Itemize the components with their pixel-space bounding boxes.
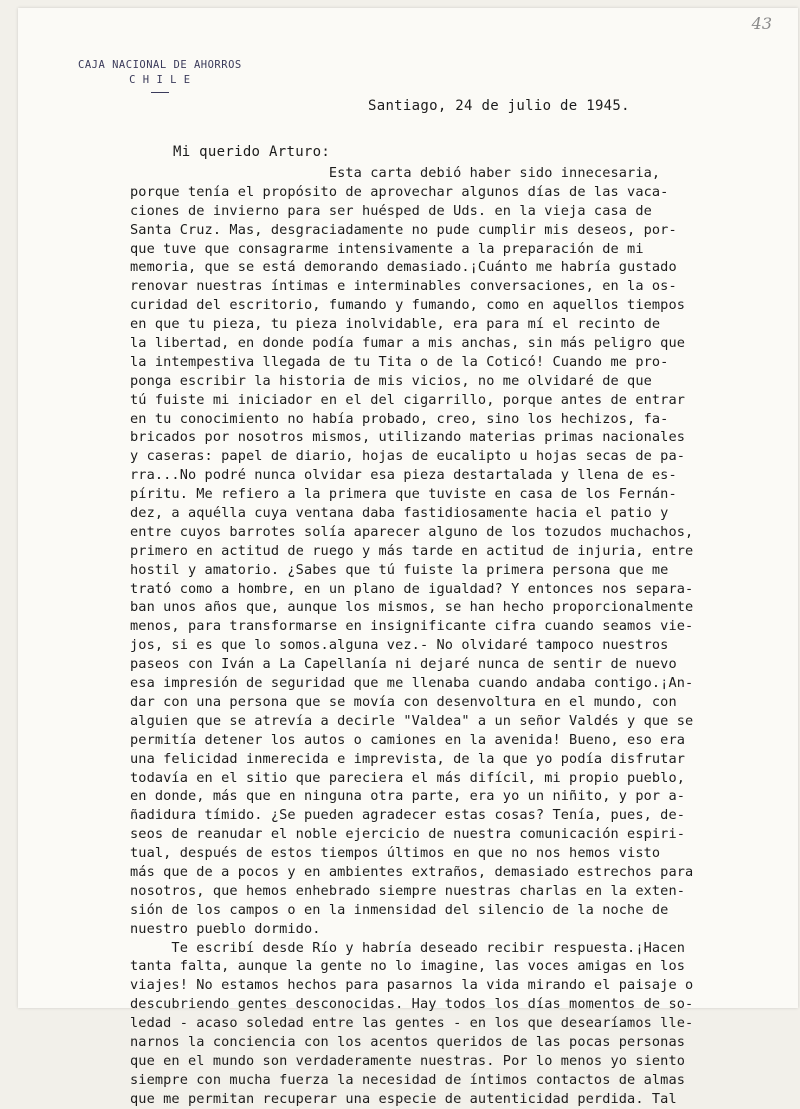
body-line: alguien que se atrevía a decirle "Valdea" a un señor Valdés y que se	[130, 712, 694, 729]
body-line: Esta carta debió haber sido innecesaria,	[130, 165, 661, 181]
body-line: ponga escribir la historia de mis vicios, no me olvidaré de que	[130, 372, 652, 389]
letterhead-rule	[151, 92, 169, 93]
body-line: renovar nuestras íntimas e interminables conversaciones, en la os-	[130, 278, 677, 295]
body-line: la intempestiva llegada de tu Tita o de la Coticó! Cuando me pro-	[130, 353, 669, 370]
body-line: tual, después de estos tiempos últimos en que no nos hemos visto	[130, 845, 661, 862]
letterhead	[78, 58, 242, 93]
body-line: píritu. Me refiero a la primera que tuviste en casa de los Fernán-	[130, 486, 677, 503]
body-line: curidad del escritorio, fumando y fumando, como en aquellos tiempos	[130, 297, 686, 314]
letterhead-institution: CAJA NACIONAL DE AHORROS	[78, 59, 242, 71]
body-line: tanta falta, aunque la gente no lo imagine, las voces amigas en los	[130, 958, 686, 975]
body-line: que tuve que consagrarme intensivamente a la preparación de mi	[130, 240, 644, 257]
body-line: entre cuyos barrotes solía aparecer alguno de los tozudos muchachos,	[130, 523, 694, 540]
body-line: nosotros, que hemos enhebrado siempre nuestras charlas en la exten-	[130, 882, 686, 899]
body-line: nuestro pueblo dormido.	[130, 920, 321, 937]
body-line: esa impresión de seguridad que me llenaba cuando andaba contigo.¡An-	[130, 675, 694, 692]
body-line: dez, a aquélla cuya ventana daba fastidiosamente hacia el patio y	[130, 505, 669, 522]
body-line: viajes! No estamos hechos para pasarnos la vida mirando el paisaje o	[130, 977, 694, 994]
body-line: seos de reanudar el noble ejercicio de nuestra comunicación espiri-	[130, 826, 686, 843]
body-line: Santa Cruz. Mas, desgraciadamente no pude cumplir mis deseos, por-	[130, 221, 677, 238]
body-line: ñadidura tímido. ¿Se pueden agradecer estas cosas? Tenía, pues, de-	[130, 807, 686, 824]
letter-body	[130, 164, 800, 1109]
letter-page	[18, 8, 798, 1107]
body-line: descubriendo gentes desconocidas. Hay todos los días momentos de so-	[130, 996, 694, 1013]
body-line: hostil y amatorio. ¿Sabes que tú fuiste la primera persona que me	[130, 561, 669, 578]
body-line: que en el mundo son verdaderamente nuestras. Por lo menos yo siento	[130, 1052, 686, 1069]
folio-number: 43	[751, 14, 772, 33]
body-line: ledad - acaso soledad entre las gentes - en los que desearíamos lle-	[130, 1015, 694, 1032]
body-line: la libertad, en donde podía fumar a mis anchas, sin más peligro que	[130, 335, 686, 352]
body-line: en donde, más que en ninguna otra parte, era yo un niñito, y por a-	[130, 788, 686, 805]
body-line: en que tu pieza, tu pieza inolvidable, era para mí el recinto de	[130, 316, 661, 333]
body-line: trató como a hombre, en un plano de igualdad? Y entonces nos separa-	[130, 580, 694, 597]
body-line: en tu conocimiento no había probado, creo, sino los hechizos, fa-	[130, 410, 669, 427]
body-line: Te escribí desde Río y habría deseado recibir respuesta.¡Hacen	[130, 939, 686, 956]
salutation: Mi querido Arturo:	[173, 144, 331, 160]
letter-date: Santiago, 24 de julio de 1945.	[368, 98, 630, 114]
body-line: sión de los campos o en la inmensidad del silencio de la noche de	[130, 901, 669, 918]
body-line: rra...No podré nunca olvidar esa pieza destartalada y llena de es-	[130, 467, 677, 484]
body-line: bricados por nosotros mismos, utilizando materias primas nacionales	[130, 429, 686, 446]
body-line: que me permitan recuperar una especie de autenticidad perdida. Tal	[130, 1090, 677, 1107]
body-line: jos, si es que lo somos.alguna vez.- No olvidaré tampoco nuestros	[130, 637, 669, 654]
body-line: memoria, que se está demorando demasiado.¡Cuánto me habría gustado	[130, 259, 677, 276]
body-line: ciones de invierno para ser huésped de Uds. en la vieja casa de	[130, 202, 652, 219]
body-line: porque tenía el propósito de aprovechar algunos días de las vaca-	[130, 183, 669, 200]
body-line: más que de a pocos y en ambientes extraños, demasiado estrechos para	[130, 863, 694, 880]
body-line: dar con una persona que se movía con desenvoltura en el mundo, con	[130, 693, 677, 710]
letterhead-country: C H I L E	[129, 74, 191, 86]
body-line: todavía en el sitio que pareciera el más difícil, mi propio pueblo,	[130, 769, 686, 786]
body-line: y caseras: papel de diario, hojas de eucalipto u hojas secas de pa-	[130, 448, 686, 465]
body-line: paseos con Iván a La Capellanía ni dejaré nunca de sentir de nuevo	[130, 656, 677, 673]
body-line: permitía detener los autos o camiones en la avenida! Bueno, eso era	[130, 731, 686, 748]
body-line: siempre con mucha fuerza la necesidad de íntimos contactos de almas	[130, 1071, 686, 1088]
body-line: tú fuiste mi iniciador en el del cigarrillo, porque antes de entrar	[130, 391, 686, 408]
body-line: menos, para transformarse en insignificante cifra cuando seamos vie-	[130, 618, 694, 635]
body-line: ban unos años que, aunque los mismos, se han hecho proporcionalmente	[130, 599, 694, 616]
body-line: narnos la conciencia con los acentos queridos de las pocas personas	[130, 1033, 686, 1050]
body-line: una felicidad inmerecida e imprevista, de la que yo podía disfrutar	[130, 750, 686, 767]
body-line: primero en actitud de ruego y más tarde en actitud de injuria, entre	[130, 542, 694, 559]
